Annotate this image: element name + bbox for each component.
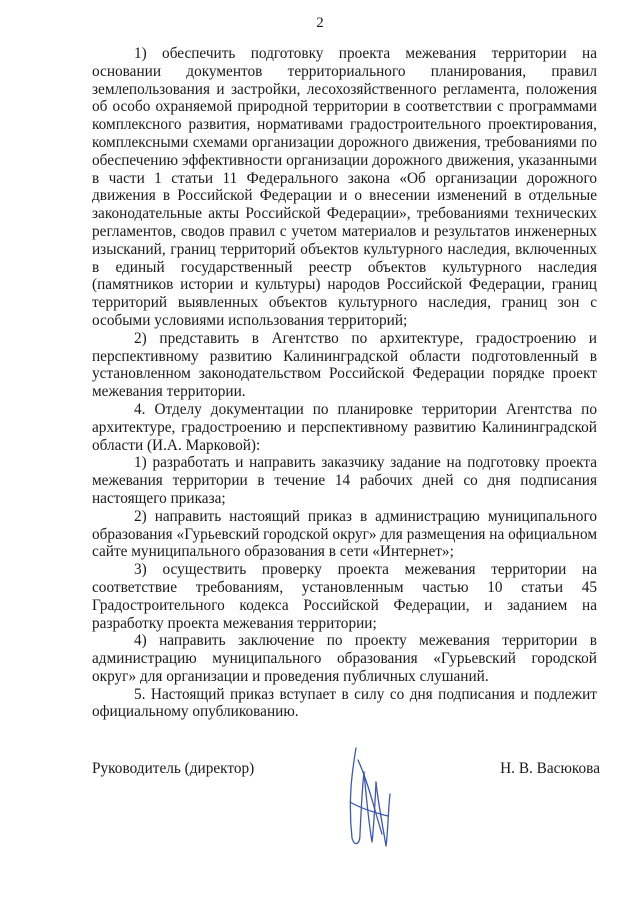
page-number: 2 xyxy=(316,15,324,31)
signatory-position: Руководитель (директор) xyxy=(92,760,255,777)
paragraph-4-1: 1) разработать и направить заказчику задание на подготовку проекта межевания территории в течение 14 рабочих дней со дня подписания настоящего приказа; xyxy=(92,454,597,507)
document-body xyxy=(92,45,597,721)
paragraph-5: 5. Настоящий приказ вступает в силу со дня подписания и подлежит официальному опубликованию. xyxy=(92,685,597,721)
paragraph-4-2: 2) направить настоящий приказ в администрацию муниципального образования «Гурьевский городской округ» для размещения на официальном сайте муниципального образования в сети «Интернет»; xyxy=(92,507,597,561)
handwritten-signature xyxy=(338,742,400,852)
paragraph-4-3: 3) осуществить проверку проекта межевания территории на соответствие требованиям, установленным частью 10 статьи 45 Градостроительного кодекса Российской Федерации, и заданием на разработку проекта межевания территории; xyxy=(92,561,597,632)
paragraph-1-2: 2) представить в Агентство по архитектуре, градостроению и перспективному развитию Калининградской области подготовленный в установленном законодательством Российской Федерации порядке проект межевания территории. xyxy=(92,329,597,401)
signatory-name: Н. В. Васюкова xyxy=(500,760,600,777)
paragraph-1-1: 1) обеспечить подготовку проекта межевания территории на основании документов территориального планирования, правил землепользования и застройки, лесохозяйственного регламента, положения об особо охраняемой природной территории в соответствии с программами комплексного развития, нормативами градостроительного проектирования, комплексными схемами организации дорожного движения, требованиями по обеспечению эффективности организации дорожного движения, указанными в части 1 статьи 11 Федерального закона «Об организации дорожного движения в Российской Федерации и о внесении изменений в отдельные законодательные акты Российской Федерации», требованиями технических регламентов, сводов правил с учетом материалов и результатов инженерных изысканий, границ территорий объектов культурного наследия, включенных в единый государственный реестр объектов культурного наследия (памятников истории и культуры) народов Российской Федерации, границ территорий выявленных объектов культурного наследия, границ зон с особыми условиями использования территорий; xyxy=(92,45,597,329)
paragraph-4: 4. Отделу документации по планировке территории Агентства по архитектуре, градостроению и перспективному развитию Калининградской области (И.А. Марковой): xyxy=(92,400,597,454)
paragraph-4-4: 4) направить заключение по проекту межевания территории в администрацию муниципального образования «Гурьевский городской округ» для организации и проведения публичных слушаний. xyxy=(92,632,597,685)
